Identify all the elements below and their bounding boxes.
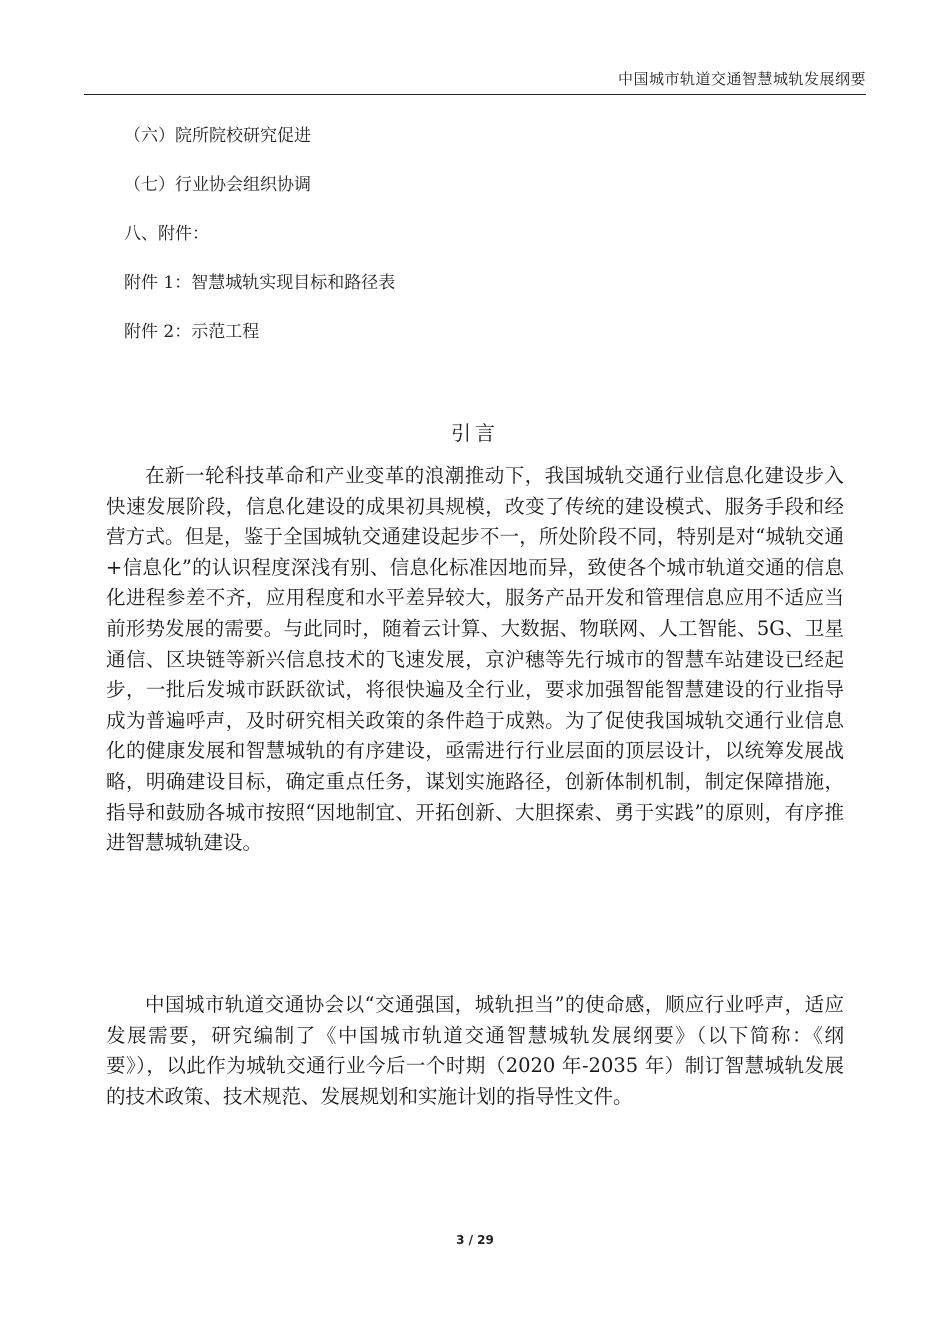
toc-item: 附件 1：智慧城轨实现目标和路径表 (124, 273, 396, 293)
body-paragraph: 在新一轮科技革命和产业变革的浪潮推动下，我国城轨交通行业信息化建设步入快速发展阶段，信息化建设的成果初具规模，改变了传统的建设模式、服务手段和经营方式。但是，鉴于全国城轨交通建设起步不一，所处阶段不同，特别是对“城轨交通+信息化”的认识程度深浅有别、信息化标准因地而异，致使各个城市轨道交通的信息化进程参差不齐，应用程度和水平差异较大，服务产品开发和管理信息应用不适应当前形势发展的需要。与此同时，随着云计算、大数据、物联网、人工智能、5G、卫星通信、区块链等新兴信息技术的飞速发展，京沪穗等先行城市的智慧车站建设已经起步，一批后发城市跃跃欲试，将很快遍及全行业，要求加强智能智慧建设的行业指导成为普遍呼声，及时研究相关政策的条件趋于成熟。为了促使我国城轨交通行业信息化的健康发展和智慧城轨的有序建设，亟需进行行业层面的顶层设计，以统筹发展战略，明确建设目标，确定重点任务，谋划实施路径，创新体制机制，制定保障措施，指导和鼓励各城市按照“因地制宜、开拓创新、大胆探索、勇于实践”的原则，有序推进智慧城轨建设。 (106, 464, 844, 855)
header-title: 中国城市轨道交通智慧城轨发展纲要 (617, 70, 866, 88)
toc-item: （六）院所院校研究促进 (124, 126, 311, 146)
toc-list (124, 122, 395, 367)
toc-item: 附件 2：示范工程 (124, 322, 260, 342)
toc-item: （七）行业协会组织协调 (124, 175, 311, 195)
page-header (84, 66, 866, 95)
section-title: 引言 (451, 421, 499, 445)
page-number: 3 / 29 (456, 1233, 494, 1247)
body-paragraph: 中国城市轨道交通协会以“交通强国，城轨担当”的使命感，顺应行业呼声，适应发展需要，研究编制了《中国城市轨道交通智慧城轨发展纲要》（以下简称：《纲要》），以此作为城轨交通行业今后一个时期（2020 年-2035 年）制订智慧城轨发展的技术政策、技术规范、发展规划和实施计划的指导性文件。 (106, 993, 844, 1108)
toc-item: 八、附件： (124, 224, 209, 244)
